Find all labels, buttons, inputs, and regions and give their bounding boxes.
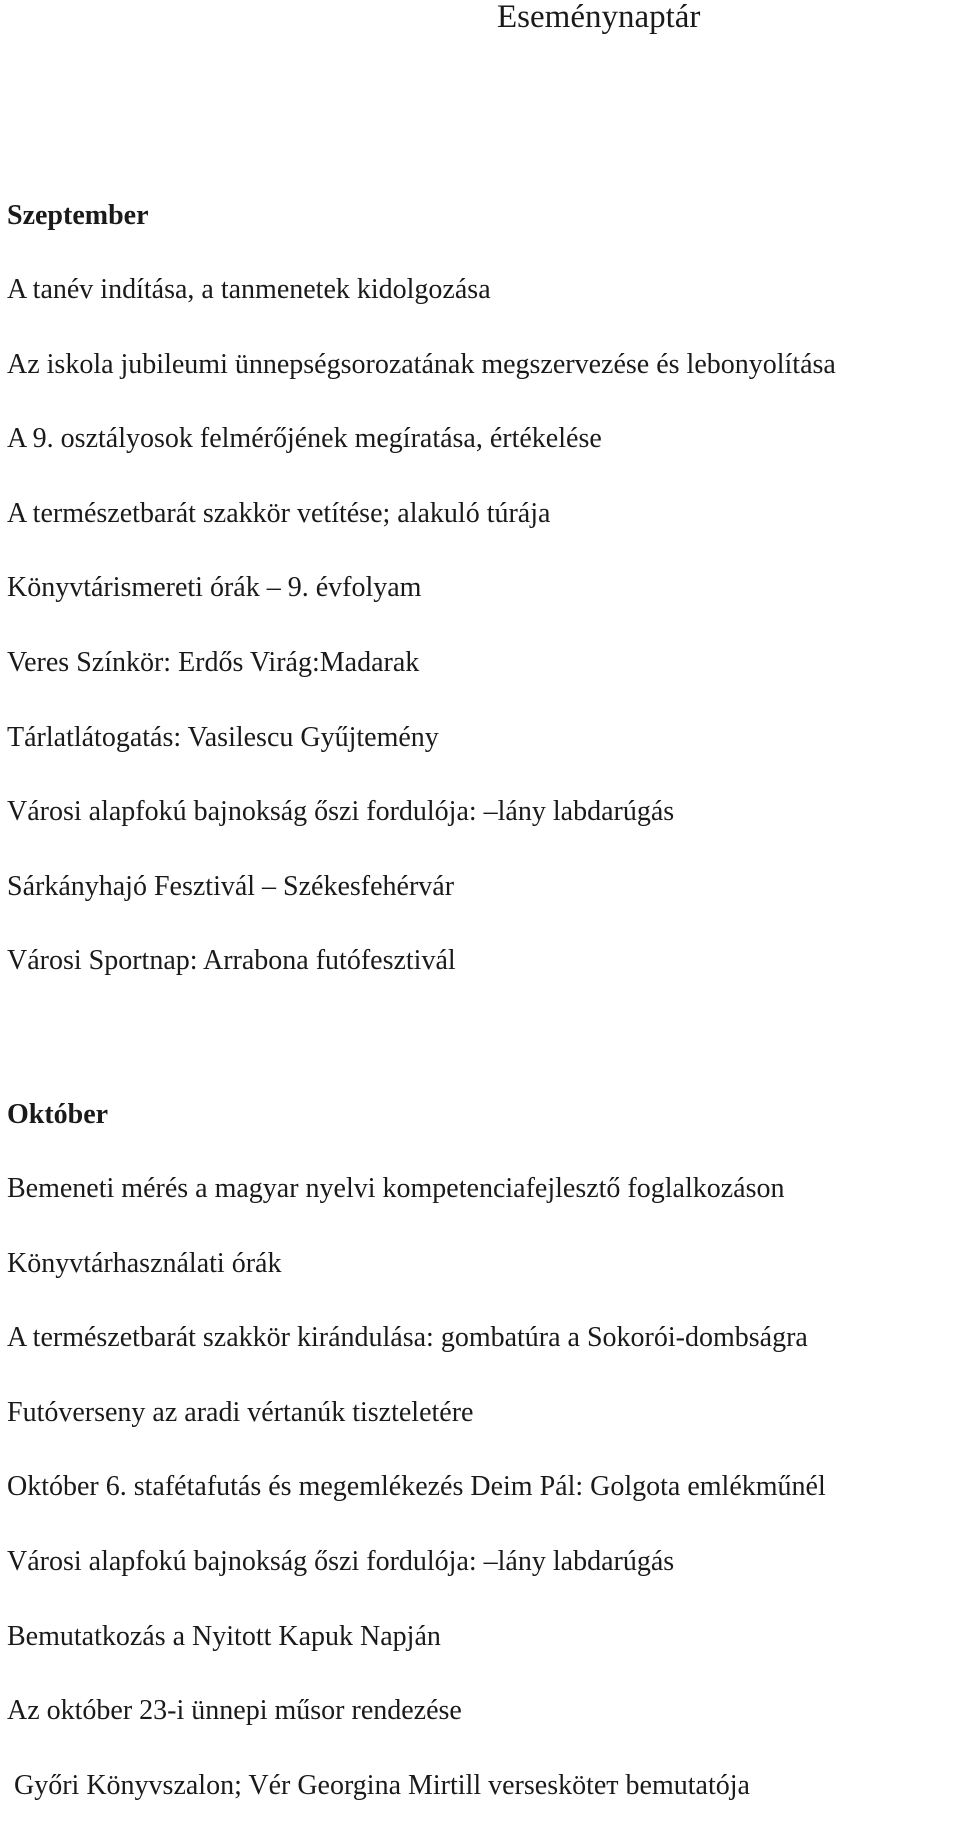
event-item: A természetbarát szakkör kirándulása: gombatúra a Sokorói-dombságra [7, 1322, 808, 1354]
event-item: Október 6. stafétafutás és megemlékezés Deim Pál: Golgota emlékműnél [7, 1471, 826, 1503]
event-item: Tárlatlátogatás: Vasilescu Gyűjtemény [7, 721, 439, 753]
event-item: A 9. osztályosok felmérőjének megíratása, értékelése [7, 423, 602, 455]
event-item: Az október 23-i ünnepi műsor rendezése [7, 1695, 462, 1727]
event-item: Városi alapfokú bajnokság őszi fordulója: –lány labdarúgás [7, 1545, 675, 1577]
event-item: Bemutatkozás a Nyitott Kapuk Napján [7, 1620, 441, 1652]
event-item: Bemeneti mérés a magyar nyelvi kompetenciafejlesztő foglalkozáson [7, 1173, 785, 1204]
september-event-list [7, 274, 836, 1020]
event-item: Győri Könyvszalon; Vér Georgina Mirtill versesköteт bemutatója [14, 1769, 750, 1801]
month-heading-september: Szeptember [7, 200, 149, 231]
event-item: A tanév indítása, a tanmenetek kidolgozása [7, 274, 491, 305]
event-item: Városi Sportnap: Arrabona futófesztivál [7, 945, 456, 977]
event-item: Könyvtárismereti órák – 9. évfolyam [7, 572, 422, 604]
october-event-list [7, 1173, 826, 1844]
event-item: Futóverseny az aradi vértanúk tiszteletére [7, 1396, 474, 1428]
event-item: A természetbarát szakkör vetítése; alakuló túrája [7, 497, 551, 529]
event-item: Veres Színkör: Erdős Virág:Madarak [7, 646, 420, 678]
document-title: Eseménynaptár [497, 0, 701, 35]
month-heading-october: Október [7, 1099, 109, 1130]
event-item: Az iskola jubileumi ünnepségsorozatának megszervezése és lebonyolítása [7, 348, 836, 380]
event-item: Könyvtárhasználati órák [7, 1247, 282, 1279]
event-item: Sárkányhajó Fesztivál – Székesfehérvár [7, 870, 455, 902]
event-item: Városi alapfokú bajnokság őszi fordulója: –lány labdarúgás [7, 796, 675, 828]
